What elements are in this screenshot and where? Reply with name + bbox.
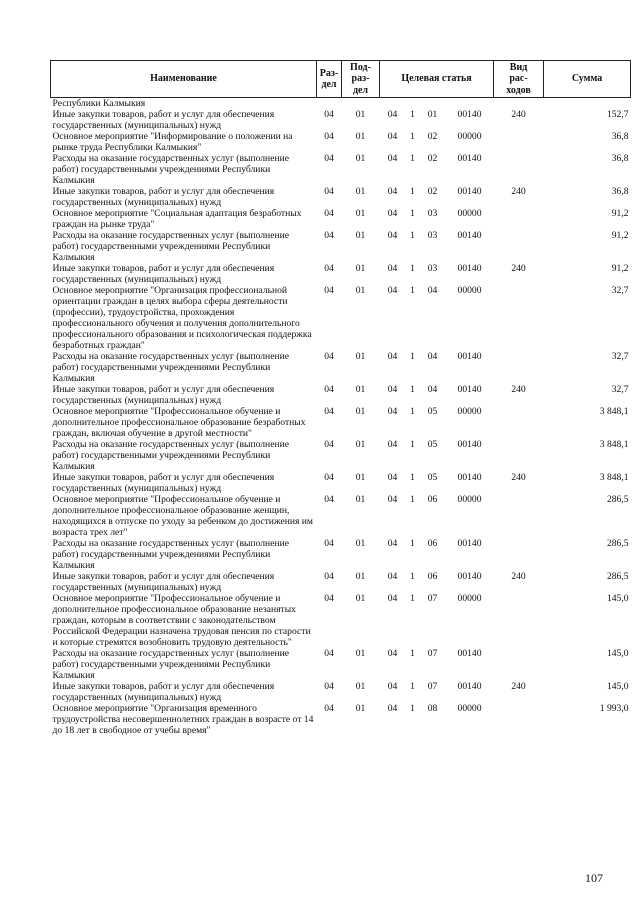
table-row (51, 384, 631, 406)
cell-razdel: 04 (324, 131, 334, 142)
cell-sum: 3 848,1 (599, 439, 629, 450)
cell-vid (494, 703, 544, 736)
cell-name: Расходы на оказание государственных услуг (выполнение работ) государственными учреждениями Республики Калмыкия (52, 351, 289, 384)
cell-podrazdel: 01 (355, 593, 366, 604)
table-row (51, 494, 631, 538)
cell-target-program: 04 (387, 285, 398, 296)
cell-razdel: 04 (324, 230, 334, 241)
cell-vid (494, 285, 544, 351)
cell-target-subprogram: 1 (410, 153, 415, 164)
cell-razdel: 04 (324, 472, 334, 483)
cell-target-program: 04 (387, 406, 398, 417)
cell-name: Основное мероприятие "Организация временного трудоустройства несовершеннолетних граждан в возрасте от 14 до 18 лет в свободное от учебы время" (52, 703, 314, 736)
cell-vid: 240 (511, 681, 526, 692)
cell-sum: 32,7 (611, 384, 629, 395)
cell-sum: 145,0 (606, 681, 629, 692)
table-row (51, 230, 631, 263)
cell-target-subprogram: 1 (410, 593, 415, 604)
cell-target-subprogram (406, 98, 420, 110)
cell-target-event: 06 (427, 538, 438, 549)
cell-podrazdel: 01 (355, 230, 366, 241)
cell-target-direction: 00140 (457, 681, 482, 692)
cell-target-direction: 00140 (457, 439, 482, 450)
cell-vid: 240 (511, 186, 526, 197)
cell-vid (494, 131, 544, 153)
table-row (51, 98, 631, 110)
cell-target-program: 04 (387, 703, 398, 714)
cell-razdel: 04 (324, 648, 334, 659)
cell-name: Расходы на оказание государственных услуг (выполнение работ) государственными учреждениями Республики Калмыкия (52, 153, 289, 186)
cell-target-event: 02 (427, 186, 438, 197)
cell-target-direction: 00140 (457, 186, 482, 197)
cell-name: Основное мероприятие "Организация профессиональной ориентации граждан в целях выбора сферы деятельности (профессии), трудоустройства, прохождения профессионального обучения и получения дополнительного профессионального образования и психологическая поддержка безработных граждан" (52, 285, 312, 351)
cell-target-subprogram: 1 (410, 472, 415, 483)
cell-vid (494, 153, 544, 186)
cell-name: Основное мероприятие "Социальная адаптация безработных граждан на рынке труда" (52, 208, 302, 230)
cell-razdel: 04 (324, 593, 334, 604)
cell-target-event: 04 (427, 384, 438, 395)
cell-target-program: 04 (387, 648, 398, 659)
table-row (51, 681, 631, 703)
table-row (51, 285, 631, 351)
cell-vid (494, 494, 544, 538)
cell-name: Иные закупки товаров, работ и услуг для обеспечения государственных (муниципальных) нужд (52, 109, 275, 131)
cell-target-subprogram: 1 (410, 571, 415, 582)
cell-podrazdel: 01 (355, 494, 366, 505)
cell-razdel: 04 (324, 109, 334, 120)
cell-podrazdel (342, 98, 380, 110)
cell-name: Республики Калмыкия (52, 98, 146, 109)
table-row (51, 263, 631, 285)
cell-sum: 152,7 (606, 109, 629, 120)
cell-name: Расходы на оказание государственных услуг (выполнение работ) государственными учреждениями Республики Калмыкия (52, 439, 289, 472)
cell-name: Иные закупки товаров, работ и услуг для обеспечения государственных (муниципальных) нужд (52, 263, 275, 285)
cell-sum: 145,0 (606, 648, 629, 659)
cell-vid (494, 648, 544, 681)
cell-target-direction: 00000 (457, 208, 482, 219)
cell-sum: 91,2 (611, 263, 629, 274)
cell-vid: 240 (511, 263, 526, 274)
cell-razdel: 04 (324, 571, 334, 582)
cell-podrazdel: 01 (355, 571, 366, 582)
cell-podrazdel: 01 (355, 153, 366, 164)
cell-target-direction: 00140 (457, 263, 482, 274)
cell-target-direction: 00140 (457, 384, 482, 395)
cell-target-event: 05 (427, 406, 438, 417)
cell-target-program: 04 (387, 153, 398, 164)
cell-name: Основное мероприятие "Профессиональное обучение и дополнительное профессиональное образование незанятых граждан, которым в соответствии с законодательством Российской Федерации назначена трудовая пенсия по старости и которые стремятся возобновить трудовую деятельность" (52, 593, 311, 648)
table-row (51, 472, 631, 494)
cell-razdel: 04 (324, 186, 334, 197)
cell-target-program: 04 (387, 109, 398, 120)
cell-sum: 36,8 (611, 186, 629, 197)
cell-sum: 91,2 (611, 230, 629, 241)
table-row (51, 648, 631, 681)
cell-vid: 240 (511, 109, 526, 120)
cell-target-event: 04 (427, 351, 438, 362)
cell-vid (494, 98, 544, 110)
table-row (51, 703, 631, 736)
cell-podrazdel: 01 (355, 186, 366, 197)
cell-target-subprogram: 1 (410, 285, 415, 296)
cell-target-direction: 00140 (457, 153, 482, 164)
header-row (51, 61, 631, 98)
cell-target-program: 04 (387, 681, 398, 692)
cell-target-direction: 00140 (457, 571, 482, 582)
cell-target-program: 04 (387, 538, 398, 549)
cell-target-subprogram: 1 (410, 131, 415, 142)
cell-target-subprogram: 1 (410, 109, 415, 120)
header-razdel: Раз- дел (317, 61, 342, 98)
cell-target-direction (446, 98, 494, 110)
cell-sum: 36,8 (611, 131, 629, 142)
cell-vid (494, 208, 544, 230)
cell-vid: 240 (511, 472, 526, 483)
cell-target-event: 05 (427, 439, 438, 450)
cell-name: Расходы на оказание государственных услуг (выполнение работ) государственными учреждениями Республики Калмыкия (52, 230, 289, 263)
cell-name: Иные закупки товаров, работ и услуг для обеспечения государственных (муниципальных) нужд (52, 681, 275, 703)
cell-name: Расходы на оказание государственных услуг (выполнение работ) государственными учреждениями Республики Калмыкия (52, 538, 289, 571)
cell-razdel: 04 (324, 703, 334, 714)
cell-target-direction: 00140 (457, 472, 482, 483)
cell-target-direction: 00000 (457, 593, 482, 604)
cell-target-subprogram: 1 (410, 208, 415, 219)
cell-sum (544, 98, 631, 110)
cell-podrazdel: 01 (355, 538, 366, 549)
cell-target-subprogram: 1 (410, 494, 415, 505)
cell-name: Расходы на оказание государственных услуг (выполнение работ) государственными учреждениями Республики Калмыкия (52, 648, 289, 681)
cell-target-event: 02 (427, 153, 438, 164)
cell-razdel: 04 (324, 351, 334, 362)
cell-target-event: 03 (427, 263, 438, 274)
cell-podrazdel: 01 (355, 681, 366, 692)
cell-target-subprogram: 1 (410, 439, 415, 450)
cell-target-event: 01 (427, 109, 438, 120)
cell-name: Основное мероприятие "Профессиональное обучение и дополнительное профессиональное образование женщин, находящихся в отпуске по уходу за ребенком до достижения им возраста трех лет" (52, 494, 313, 538)
cell-target-program: 04 (387, 571, 398, 582)
cell-target-direction: 00000 (457, 285, 482, 296)
cell-target-direction: 00140 (457, 230, 482, 241)
table-row (51, 571, 631, 593)
cell-podrazdel: 01 (355, 384, 366, 395)
cell-target-program: 04 (387, 384, 398, 395)
cell-podrazdel: 01 (355, 263, 366, 274)
cell-target-direction: 00140 (457, 109, 482, 120)
cell-podrazdel: 01 (355, 109, 366, 120)
cell-target-event: 07 (427, 593, 438, 604)
cell-target-subprogram: 1 (410, 230, 415, 241)
cell-vid (494, 230, 544, 263)
cell-vid: 240 (511, 571, 526, 582)
cell-vid (494, 406, 544, 439)
cell-vid (494, 351, 544, 384)
cell-target-event: 07 (427, 648, 438, 659)
cell-razdel: 04 (324, 494, 334, 505)
cell-name: Иные закупки товаров, работ и услуг для обеспечения государственных (муниципальных) нужд (52, 186, 275, 208)
cell-target-program: 04 (387, 351, 398, 362)
cell-target-direction: 00000 (457, 494, 482, 505)
table-row (51, 109, 631, 131)
cell-podrazdel: 01 (355, 285, 366, 296)
cell-podrazdel: 01 (355, 406, 366, 417)
cell-razdel: 04 (324, 285, 334, 296)
cell-target-event (420, 98, 446, 110)
budget-table (50, 60, 631, 736)
cell-target-event: 08 (427, 703, 438, 714)
cell-razdel: 04 (324, 208, 334, 219)
cell-target-program: 04 (387, 263, 398, 274)
cell-sum: 91,2 (611, 208, 629, 219)
cell-target-program: 04 (387, 494, 398, 505)
cell-target-program: 04 (387, 439, 398, 450)
header-vid: Вид рас- ходов (494, 61, 544, 98)
cell-target-program (380, 98, 406, 110)
table-row (51, 131, 631, 153)
cell-sum: 286,5 (606, 538, 629, 549)
cell-razdel: 04 (324, 538, 334, 549)
cell-razdel: 04 (324, 384, 334, 395)
cell-razdel: 04 (324, 681, 334, 692)
cell-podrazdel: 01 (355, 208, 366, 219)
header-target: Целевая статья (380, 61, 494, 98)
cell-target-direction: 00140 (457, 648, 482, 659)
cell-target-program: 04 (387, 593, 398, 604)
table-row (51, 186, 631, 208)
cell-target-subprogram: 1 (410, 406, 415, 417)
cell-target-program: 04 (387, 131, 398, 142)
cell-target-subprogram: 1 (410, 648, 415, 659)
cell-target-event: 05 (427, 472, 438, 483)
cell-target-subprogram: 1 (410, 384, 415, 395)
cell-vid (494, 538, 544, 571)
cell-razdel: 04 (324, 406, 334, 417)
header-podrazdel: Под- раз- дел (342, 61, 380, 98)
cell-target-subprogram: 1 (410, 263, 415, 274)
cell-razdel (317, 98, 342, 110)
cell-target-program: 04 (387, 472, 398, 483)
cell-sum: 1 993,0 (599, 703, 629, 714)
cell-target-direction: 00000 (457, 131, 482, 142)
cell-target-event: 02 (427, 131, 438, 142)
cell-sum: 286,5 (606, 571, 629, 582)
cell-target-program: 04 (387, 186, 398, 197)
cell-target-direction: 00140 (457, 351, 482, 362)
cell-razdel: 04 (324, 153, 334, 164)
cell-target-subprogram: 1 (410, 186, 415, 197)
cell-target-subprogram: 1 (410, 703, 415, 714)
table-row (51, 208, 631, 230)
cell-target-direction: 00140 (457, 538, 482, 549)
cell-target-subprogram: 1 (410, 351, 415, 362)
cell-sum: 32,7 (611, 351, 629, 362)
cell-podrazdel: 01 (355, 472, 366, 483)
cell-vid (494, 593, 544, 648)
table-body (51, 98, 631, 737)
cell-target-event: 06 (427, 494, 438, 505)
cell-podrazdel: 01 (355, 351, 366, 362)
cell-target-event: 07 (427, 681, 438, 692)
cell-target-direction: 00000 (457, 406, 482, 417)
cell-sum: 36,8 (611, 153, 629, 164)
cell-sum: 145,0 (606, 593, 629, 604)
cell-sum: 3 848,1 (599, 406, 629, 417)
cell-name: Иные закупки товаров, работ и услуг для обеспечения государственных (муниципальных) нужд (52, 571, 275, 593)
cell-target-event: 03 (427, 230, 438, 241)
cell-name: Иные закупки товаров, работ и услуг для обеспечения государственных (муниципальных) нужд (52, 472, 275, 494)
cell-target-program: 04 (387, 230, 398, 241)
table-row (51, 593, 631, 648)
cell-target-event: 03 (427, 208, 438, 219)
table-row (51, 439, 631, 472)
cell-target-subprogram: 1 (410, 681, 415, 692)
table-row (51, 153, 631, 186)
table-row (51, 406, 631, 439)
header-name: Наименование (51, 61, 317, 98)
cell-vid: 240 (511, 384, 526, 395)
cell-vid (494, 439, 544, 472)
cell-sum: 3 848,1 (599, 472, 629, 483)
cell-podrazdel: 01 (355, 439, 366, 450)
cell-razdel: 04 (324, 263, 334, 274)
cell-podrazdel: 01 (355, 131, 366, 142)
table-header (51, 61, 631, 98)
cell-target-subprogram: 1 (410, 538, 415, 549)
cell-target-direction: 00000 (457, 703, 482, 714)
cell-target-program: 04 (387, 208, 398, 219)
cell-name: Основное мероприятие "Профессиональное обучение и дополнительное профессиональное образование безработных граждан, включая обучение в другой местности" (52, 406, 306, 439)
table-row (51, 538, 631, 571)
page-number: 107 (585, 871, 603, 885)
cell-sum: 286,5 (606, 494, 629, 505)
cell-razdel: 04 (324, 439, 334, 450)
cell-target-event: 06 (427, 571, 438, 582)
cell-podrazdel: 01 (355, 703, 366, 714)
cell-target-event: 04 (427, 285, 438, 296)
cell-podrazdel: 01 (355, 648, 366, 659)
table-row (51, 351, 631, 384)
cell-sum: 32,7 (611, 285, 629, 296)
cell-name: Основное мероприятие "Информирование о положении на рынке труда Республики Калмыкия" (52, 131, 293, 153)
cell-name: Иные закупки товаров, работ и услуг для обеспечения государственных (муниципальных) нужд (52, 384, 275, 406)
header-sum: Сумма (544, 61, 631, 98)
